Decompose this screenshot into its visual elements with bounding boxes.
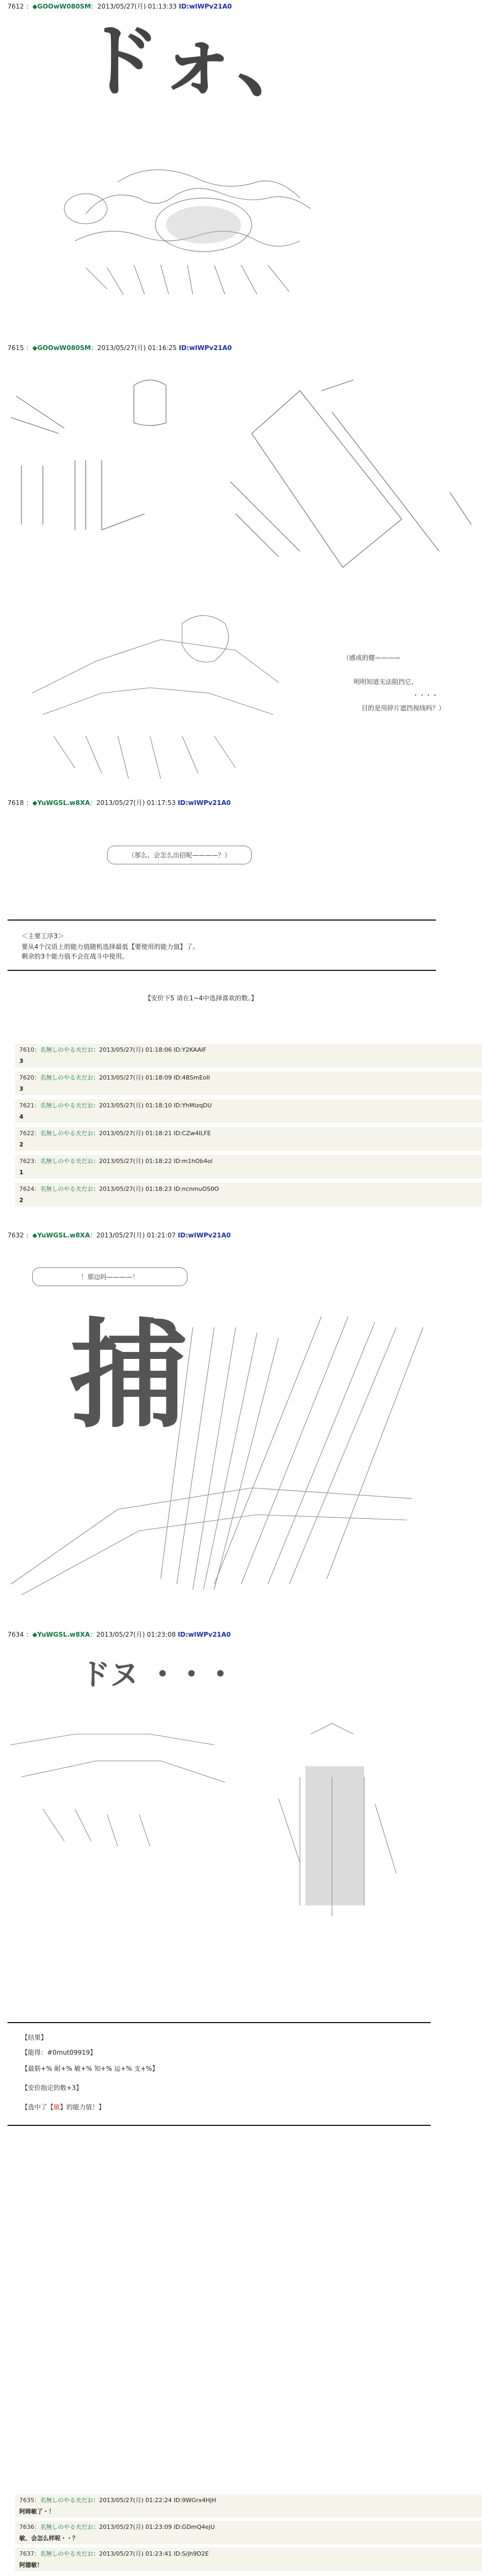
result-heading: 【结果】 — [21, 2034, 48, 2041]
ascii-art-monster — [54, 150, 353, 305]
info-line-2: 剩余的3个能力值不会在战斗中使用。 — [21, 953, 129, 960]
post-uid[interactable]: ID:wIWPv21A0 — [177, 1631, 231, 1638]
reply-body: 4 — [19, 1113, 24, 1120]
post-date: ：2013/05/27(月) 01:13:33 — [91, 3, 177, 10]
post-header — [7, 1630, 231, 1639]
reply-author: ：名無しのやる夫だお — [34, 2550, 93, 2557]
info-line-1: 要从4个汉语上的能力值随机选择最低【要使用的能力值】了。 — [21, 943, 199, 951]
reply-author: ：名無しのやる夫だお — [34, 1158, 93, 1165]
reply — [15, 1127, 482, 1151]
post-number: 7632 ： — [7, 1232, 33, 1239]
reply-number[interactable]: 7621 — [19, 1102, 34, 1109]
divider — [7, 2022, 431, 2023]
reply-author: ：名無しのやる夫だお — [34, 1074, 93, 1081]
monologue-line-3: ・・・・ — [412, 692, 439, 699]
post-header — [7, 2, 232, 11]
reply-number[interactable]: 7620 — [19, 1074, 34, 1081]
speech-text: （那么、会怎么出招呢————？） — [127, 852, 231, 859]
divider — [7, 970, 436, 971]
reply-number[interactable]: 7610 — [19, 1046, 34, 1053]
post-date: ：2013/05/27(月) 01:21:07 — [89, 1232, 176, 1239]
reply — [15, 1072, 482, 1095]
speech-bubble — [107, 846, 252, 864]
post-number: 7634 ： — [7, 1631, 33, 1638]
reply-number[interactable]: 7636 — [19, 2524, 34, 2531]
reply-body: 3 — [19, 1085, 24, 1092]
reply — [15, 1155, 482, 1179]
reply-date: ：2013/05/27(月) 01:18:23 ID:ncnmuOS0O — [93, 1186, 219, 1192]
post-date: ：2013/05/27(月) 01:16:25 — [91, 344, 177, 352]
reply-number[interactable]: 7624 — [19, 1186, 34, 1192]
reply — [15, 2548, 482, 2571]
reply-number[interactable]: 7622 — [19, 1130, 34, 1137]
reply-date: ：2013/05/27(月) 01:23:09 ID:GDmQ4ejU — [93, 2524, 215, 2531]
post-author[interactable]: ◆YuWGSL.w8XA — [32, 799, 90, 807]
monologue-line-2: 明明知道无法阻挡它， — [353, 678, 418, 686]
ascii-art-finale — [0, 1702, 482, 1948]
post-date: ：2013/05/27(月) 01:23:08 — [89, 1631, 176, 1638]
reply — [15, 1044, 482, 1067]
result-line-4 — [21, 2102, 105, 2112]
reply-author: ：名無しのやる夫だお — [34, 2524, 93, 2531]
ascii-art-slash — [0, 1306, 482, 1606]
title-sound-effect: ドォ、 — [80, 15, 317, 108]
post-uid[interactable]: ID:wIWPv21A0 — [178, 3, 232, 10]
post-author[interactable]: ◆YuWGSL.w8XA — [32, 1631, 90, 1638]
reply — [15, 1099, 482, 1123]
post-header — [7, 799, 231, 807]
reply-date: ：2013/05/27(月) 01:22:24 ID:9WGrx4HjH — [93, 2497, 216, 2504]
result-line-4-prefix: 【选中了【 — [21, 2103, 54, 2111]
post-author[interactable]: ◆YuWGSL.w8XA — [32, 1232, 90, 1239]
reply-body: 3 — [19, 1058, 24, 1065]
reply-date: ：2013/05/27(月) 01:18:22 ID:m1hOb4ol — [93, 1158, 213, 1165]
reply-author: ：名無しのやる夫だお — [34, 1102, 93, 1109]
post-header — [7, 1231, 231, 1240]
reply-body: 阿姆敏了・！ — [19, 2508, 55, 2515]
post-author[interactable]: ◆GOOwW080SM — [32, 344, 91, 352]
reply-number[interactable]: 7635 — [19, 2497, 34, 2504]
post-uid[interactable]: ID:wIWPv21A0 — [178, 344, 232, 352]
result-line-1: 【能得：#0mut09919】 — [21, 2049, 96, 2056]
post-number: 7612 ： — [7, 3, 33, 10]
ascii-art-attack — [0, 375, 482, 605]
monologue-line-4: 目的是用碎片遮挡视线吗？） — [362, 704, 446, 712]
reply-date: ：2013/05/27(月) 01:18:06 ID:Y2KAAIF — [93, 1046, 207, 1053]
reply-number[interactable]: 7637 — [19, 2550, 34, 2557]
result-line-4-suffix: 】的能力值！】 — [60, 2103, 106, 2111]
dots-sound-effect: ドヌ ・・・ — [80, 1658, 235, 1692]
reply-author: ：名無しのやる夫だお — [34, 1130, 93, 1137]
reply-author: ：名無しのやる夫だお — [34, 2497, 93, 2504]
result-line-2: 【最筋+% 耐+% 敏+% 知+% 运+% 支+%】 — [21, 2065, 159, 2072]
reply-body: 敏、会怎么样呢・・？ — [19, 2535, 78, 2542]
reply-body: 2 — [19, 1197, 24, 1204]
choice-prompt: 【安价下5 请在1~4中选择喜欢的数。】 — [145, 994, 258, 1002]
post-header — [7, 344, 232, 352]
reply-body: 阿德敏！ — [19, 2562, 43, 2569]
result-highlight-stat: 敏 — [54, 2103, 61, 2111]
reply-date: ：2013/05/27(月) 01:23:41 ID:S/jh9D2E — [93, 2550, 209, 2557]
divider — [7, 920, 436, 921]
info-heading: ＜主要工序3＞ — [21, 932, 64, 940]
reply-body: 2 — [19, 1141, 24, 1148]
post-number: 7618 ： — [7, 799, 33, 807]
divider — [7, 2125, 431, 2126]
reply-date: ：2013/05/27(月) 01:18:21 ID:CZw4ILFE — [93, 1130, 211, 1137]
reply-body: 1 — [19, 1169, 24, 1176]
reply — [15, 2521, 482, 2544]
ascii-art-character — [21, 607, 300, 789]
reply — [15, 1183, 482, 1206]
post-uid[interactable]: ID:wIWPv21A0 — [177, 799, 231, 807]
post-date: ：2013/05/27(月) 01:17:53 — [89, 799, 176, 807]
reply-author: ：名無しのやる夫だお — [34, 1186, 93, 1192]
reply-date: ：2013/05/27(月) 01:18:09 ID:4BSmEoII — [93, 1074, 210, 1081]
result-line-3: 【安价指定的数+3】 — [21, 2084, 82, 2092]
post-author[interactable]: ◆GOOwW080SM — [32, 3, 91, 10]
reply — [15, 2494, 482, 2518]
post-number: 7615 ： — [7, 344, 33, 352]
kanji-sound-effect: 捕 — [70, 1307, 187, 1444]
speech-text: ！那边吗————！ — [80, 1273, 139, 1281]
post-uid[interactable]: ID:wIWPv21A0 — [177, 1232, 231, 1239]
reply-author: ：名無しのやる夫だお — [34, 1046, 93, 1053]
monologue-line-1: （感成的健———— — [343, 654, 401, 662]
reply-date: ：2013/05/27(月) 01:18:10 ID:YhMizqDU — [93, 1102, 212, 1109]
speech-bubble — [32, 1267, 187, 1286]
reply-number[interactable]: 7623 — [19, 1158, 34, 1165]
